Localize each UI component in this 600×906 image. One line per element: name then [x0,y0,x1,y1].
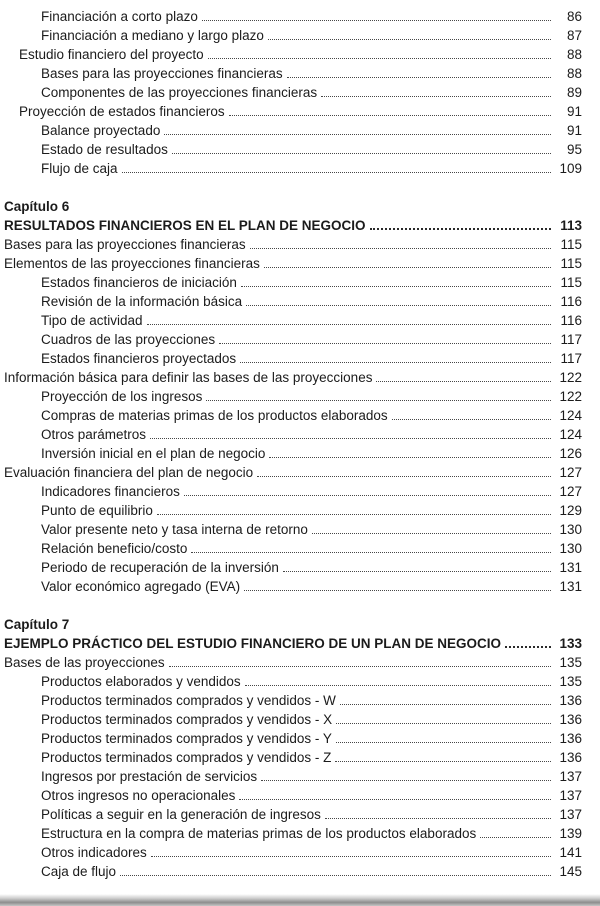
dotted-leader [122,172,551,173]
toc-entry [4,26,582,45]
toc-entry [4,482,582,501]
dotted-leader [287,77,551,78]
toc-entry [4,748,582,767]
dotted-leader [257,476,551,477]
dotted-leader [261,780,551,781]
toc-entry [4,843,582,862]
toc-entry-title: Cuadros de las proyecciones [41,332,216,347]
toc-entry-title: Bases para las proyecciones financieras [4,237,246,252]
toc-entry-page: 137 [559,788,582,803]
toc-entry-title: Indicadores financieros [41,484,180,499]
toc-entry [4,862,582,881]
toc-entry-title: Estados financieros proyectados [41,351,237,366]
toc-entry-title: Proyección de los ingresos [41,389,203,404]
toc-entry-title: Elementos de las proyecciones financieras [4,256,260,271]
dotted-leader [245,685,551,686]
toc-entry [4,83,582,102]
toc-entry-page: 141 [559,845,582,860]
toc-entry-page: 136 [559,712,582,727]
dotted-leader [150,438,551,439]
dotted-leader [191,552,551,553]
toc-entry [4,121,582,140]
toc-entry [4,539,582,558]
toc-entry [4,425,582,444]
toc-entry-title: Productos terminados comprados y vendidos - W [41,693,336,708]
toc-entry-title: Inversión inicial en el plan de negocio [41,446,266,461]
toc-entry-page: 130 [559,522,582,537]
chapter-heading: Capítulo 7 [4,617,70,632]
toc-entry-page: 131 [559,560,582,575]
toc-entry [4,235,582,254]
toc-entry-title: Financiación a mediano y largo plazo [41,28,264,43]
toc-entry [4,406,582,425]
toc-entry-page: 136 [559,750,582,765]
dotted-leader [206,400,551,401]
toc-entry-title: Otros indicadores [41,845,147,860]
toc-entry-title: Ingresos por prestación de servicios [41,769,258,784]
toc-entry-page: 139 [559,826,582,841]
toc-entry-title: Proyección de estados financieros [19,104,225,119]
dotted-leader [392,419,551,420]
dotted-leader [151,856,551,857]
toc-entry [4,330,582,349]
chapter-title: RESULTADOS FINANCIEROS EN EL PLAN DE NEGOCIO [4,218,366,233]
toc-entry-title: Productos terminados comprados y vendidos - X [41,712,333,727]
toc-entry [4,729,582,748]
chapter-title-row [4,634,582,653]
dotted-leader [325,818,551,819]
toc-entry-title: Productos elaborados y vendidos [41,674,241,689]
dotted-leader [239,799,551,800]
toc-entry [4,824,582,843]
dotted-leader [202,20,551,21]
dotted-leader [120,875,551,876]
toc-entry-title: Financiación a corto plazo [41,9,198,24]
toc-entry-page: 127 [559,484,582,499]
toc-entry [4,805,582,824]
toc-entry-page: 136 [559,693,582,708]
dotted-leader [172,153,551,154]
toc-entry [4,577,582,596]
toc-entry [4,102,582,121]
toc-entry-page: 122 [559,370,582,385]
chapter-title: EJEMPLO PRÁCTICO DEL ESTUDIO FINANCIERO DE UN PLAN DE NEGOCIO [4,636,502,651]
toc-entry-title: Productos terminados comprados y vendidos - Y [41,731,332,746]
toc-entry [4,140,582,159]
toc-entry-title: Revisión de la información básica [41,294,243,309]
toc-entry [4,444,582,463]
toc-entry-page: 129 [559,503,582,518]
toc-entry-page: 95 [566,142,582,157]
toc-entry-page: 109 [559,161,582,176]
dotted-leader [283,571,551,572]
toc-entry-title: Otros parámetros [41,427,147,442]
toc-entry-title: Información básica para definir las bases de las proyecciones [4,370,373,385]
toc-entry-page: 89 [566,85,582,100]
toc-entry-title: Bases de las proyecciones [4,655,165,670]
toc-entry [4,368,582,387]
dotted-leader [246,305,551,306]
toc-entry-title: Bases para las proyecciones financieras [41,66,283,81]
toc-entry-page: 117 [560,351,582,366]
toc-entry-page: 135 [559,655,582,670]
toc-entry-page: 116 [560,313,582,328]
toc-entry-page: 117 [560,332,582,347]
dotted-leader [184,495,551,496]
toc-entry-page: 115 [560,237,582,252]
toc-entry [4,691,582,710]
dotted-leader [376,381,551,382]
dotted-leader [264,267,551,268]
toc-entry [4,349,582,368]
toc-entry [4,558,582,577]
toc-entry [4,710,582,729]
toc-entry-title: Punto de equilibrio [41,503,153,518]
dotted-leader [336,723,551,724]
dotted-leader [250,248,551,249]
toc-entry [4,254,582,273]
toc-entry-title: Flujo de caja [41,161,118,176]
toc-entry-title: Estado de resultados [41,142,168,157]
toc-entry-page: 145 [559,864,582,879]
toc-entry-page: 137 [559,807,582,822]
toc-entry-title: Balance proyectado [41,123,161,138]
toc-entry-title: Valor presente neto y tasa interna de retorno [41,522,308,537]
toc-entry-page: 124 [559,427,582,442]
toc-entry-page: 91 [566,123,582,138]
dotted-leader [370,228,551,230]
toc-entry-title: Relación beneficio/costo [41,541,188,556]
toc-entry-title: Políticas a seguir en la generación de ingresos [41,807,321,822]
dotted-leader [336,742,551,743]
toc-entry [4,672,582,691]
toc-entry-page: 116 [560,294,582,309]
toc-entry-title: Valor económico agregado (EVA) [41,579,241,594]
toc-entry-title: Productos terminados comprados y vendidos - Z [41,750,332,765]
toc-entry-title: Evaluación financiera del plan de negocio [4,465,254,480]
toc-entry-title: Otros ingresos no operacionales [41,788,236,803]
toc-entry-page: 137 [559,769,582,784]
toc-entry-title: Compras de materias primas de los productos elaborados [41,408,388,423]
toc-entry-page: 88 [566,66,582,81]
dotted-leader [505,646,551,648]
dotted-leader [340,704,551,705]
chapter-title-page: 133 [559,636,582,651]
chapter-title-page: 113 [560,218,582,233]
dotted-leader [480,837,551,838]
dotted-leader [335,761,551,762]
toc-entry-title: Tipo de actividad [41,313,143,328]
toc-entry-title: Estados financieros de iniciación [41,275,237,290]
toc-entry [4,786,582,805]
toc-entry-page: 115 [560,256,582,271]
toc-entry [4,292,582,311]
toc-entry-page: 86 [566,9,582,24]
dotted-leader [268,39,551,40]
toc-entry-title: Estudio financiero del proyecto [19,47,204,62]
toc-entry-page: 122 [559,389,582,404]
toc-entry-page: 87 [566,28,582,43]
toc-entry [4,387,582,406]
toc-entry-page: 115 [560,275,582,290]
dotted-leader [219,343,551,344]
toc-entry-page: 91 [566,104,582,119]
toc-entry-page: 127 [559,465,582,480]
table-of-contents [4,7,582,881]
dotted-leader [241,286,551,287]
toc-entry-page: 130 [559,541,582,556]
toc-entry [4,45,582,64]
toc-entry [4,159,582,178]
toc-entry [4,463,582,482]
toc-entry [4,520,582,539]
dotted-leader [164,134,551,135]
dotted-leader [269,457,551,458]
toc-entry-title: Periodo de recuperación de la inversión [41,560,279,575]
dotted-leader [321,96,551,97]
dotted-leader [147,324,551,325]
toc-entry-page: 126 [559,446,582,461]
toc-entry [4,767,582,786]
dotted-leader [240,362,551,363]
toc-section [4,197,582,596]
toc-entry-page: 135 [559,674,582,689]
dotted-leader [312,533,551,534]
toc-entry [4,653,582,672]
toc-entry-title: Estructura en la compra de materias primas de los productos elaborados [41,826,477,841]
toc-entry [4,311,582,330]
toc-section [4,7,582,178]
toc-entry [4,273,582,292]
dotted-leader [208,58,551,59]
toc-entry [4,7,582,26]
dotted-leader [157,514,551,515]
toc-section [4,615,582,881]
toc-entry [4,64,582,83]
toc-entry [4,501,582,520]
dotted-leader [244,590,551,591]
toc-entry-page: 124 [559,408,582,423]
toc-entry-page: 136 [559,731,582,746]
toc-entry-title: Caja de flujo [41,864,117,879]
dotted-leader [169,666,551,667]
page-bottom-shadow [0,894,600,906]
chapter-heading: Capítulo 6 [4,199,70,214]
toc-entry-title: Componentes de las proyecciones financieras [41,85,318,100]
dotted-leader [229,115,551,116]
toc-entry-page: 131 [559,579,582,594]
chapter-title-row [4,216,582,235]
toc-entry-page: 88 [566,47,582,62]
